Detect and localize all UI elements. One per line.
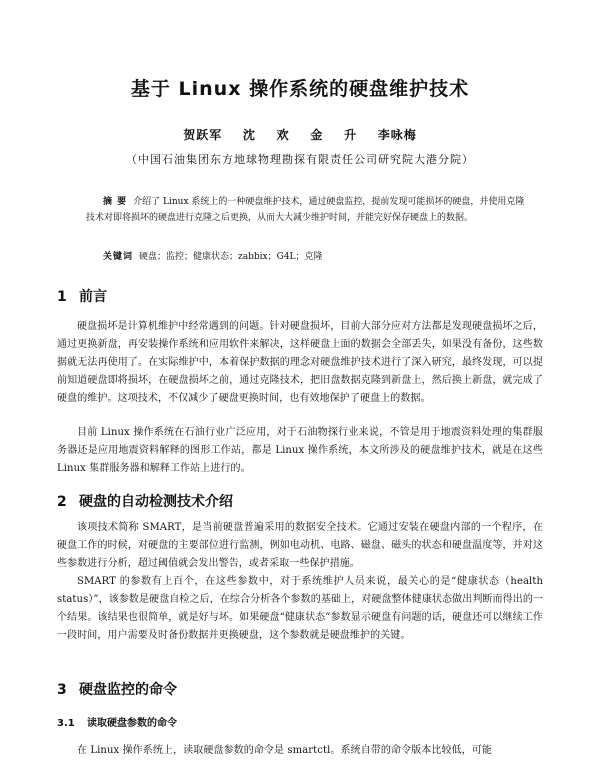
author-list: 贺跃军 沈 欢 金 升 李咏梅 bbox=[183, 128, 417, 142]
section-title: 硬盘监控的命令 bbox=[79, 682, 177, 698]
section-number: 1 bbox=[57, 289, 67, 305]
keywords-text: 硬盘；监控；健康状态；zabbix；G4L；克隆 bbox=[139, 252, 323, 262]
section-1-paragraph-1: 硬盘损坏是计算机维护中经常遇到的问题。针对硬盘损坏，目前大部分应对方法都是发现硬盘损坏之后，通过更换新盘，再安装操作系统和应用软件来解决，这样硬盘上面的数据会全部丢失，如果没有备份，这些数据就无法再使用了。在实际维护中，本着保护数据的理念对硬盘维护技术进行了深入研究，最终发现，可以提前知道硬盘即将损坏，在硬盘损坏之前，通过克隆技术，把旧盘数据克隆到新盘上，然后换上新盘，就完成了硬盘的维护。这项技术，不仅减少了硬盘更换时间，也有效地保护了硬盘上的数据。 bbox=[57, 321, 543, 404]
section-heading-1 bbox=[57, 286, 107, 306]
section-title: 硬盘的自动检测技术介绍 bbox=[79, 494, 233, 510]
section-2-paragraph-1: 该项技术简称 SMART，是当前硬盘普遍采用的数据安全技术。它通过安装在硬盘内部的一个程序，在硬盘工作的时候，对硬盘的主要部位进行监测，例如电动机、电路、磁盘、磁头的状态和硬盘温度等，并对这些参数进行分析，超过阈值就会发出警告，或者采取一些保护措施。 bbox=[57, 522, 543, 569]
section-3-1-paragraph-1: 在 Linux 操作系统上，读取硬盘参数的命令是 smartctl。系统自带的命令版本比较低，可能 bbox=[77, 745, 492, 756]
keywords-label: 关键词 bbox=[103, 252, 134, 262]
abstract-label: 摘 要 bbox=[103, 197, 128, 207]
keywords bbox=[103, 250, 530, 264]
section-number: 2 bbox=[57, 494, 67, 510]
subsection-number: 3.1 bbox=[57, 718, 75, 729]
section-heading-2 bbox=[57, 491, 233, 511]
section-heading-3 bbox=[57, 679, 177, 699]
section-number: 3 bbox=[57, 682, 67, 698]
subsection-heading-3-1 bbox=[57, 714, 177, 729]
abstract-text: 介绍了 Linux 系统上的一种硬盘维护技术，通过硬盘监控，提前发现可能损坏的硬盘，并使用克隆技术对即将损坏的硬盘进行克隆之后更换，从而大大减少维护时间，并能完好保存硬盘上的数据。 bbox=[86, 197, 525, 223]
section-1-paragraph-2: 目前 Linux 操作系统在石油行业广泛应用，对于石油物探行业来说，不管是用于地震资料处理的集群服务器还是应用地震资料解释的图形工作站，都是 Linux 操作系统，本文所涉及的硬盘维护技术，就是在这些 Linux 集群服务器和解释工作站上进行的。 bbox=[57, 427, 543, 474]
author-affiliation: （中国石油集团东方地球物理勘探有限责任公司研究院大港分院） bbox=[126, 153, 474, 166]
abstract bbox=[86, 194, 530, 226]
section-2-paragraph-2: SMART 的参数有上百个，在这些参数中，对于系统维护人员来说，最关心的是“健康状态（health status）”，该参数是硬盘自检之后，在综合分析各个参数的基础上，对硬盘整体健康状态做出判断而得出的一个结果。该结果也很简单，就是好与坏。如果硬盘“健康状态”参数显示硬盘有问题的话，硬盘还可以继续工作一段时间，用户需要及时备份数据并更换硬盘，这个参数就是硬盘维护的关键。 bbox=[57, 576, 544, 641]
paper-title: 基于 Linux 操作系统的硬盘维护技术 bbox=[130, 78, 470, 100]
subsection-title: 读取硬盘参数的命令 bbox=[87, 718, 177, 729]
section-title: 前言 bbox=[79, 289, 107, 305]
